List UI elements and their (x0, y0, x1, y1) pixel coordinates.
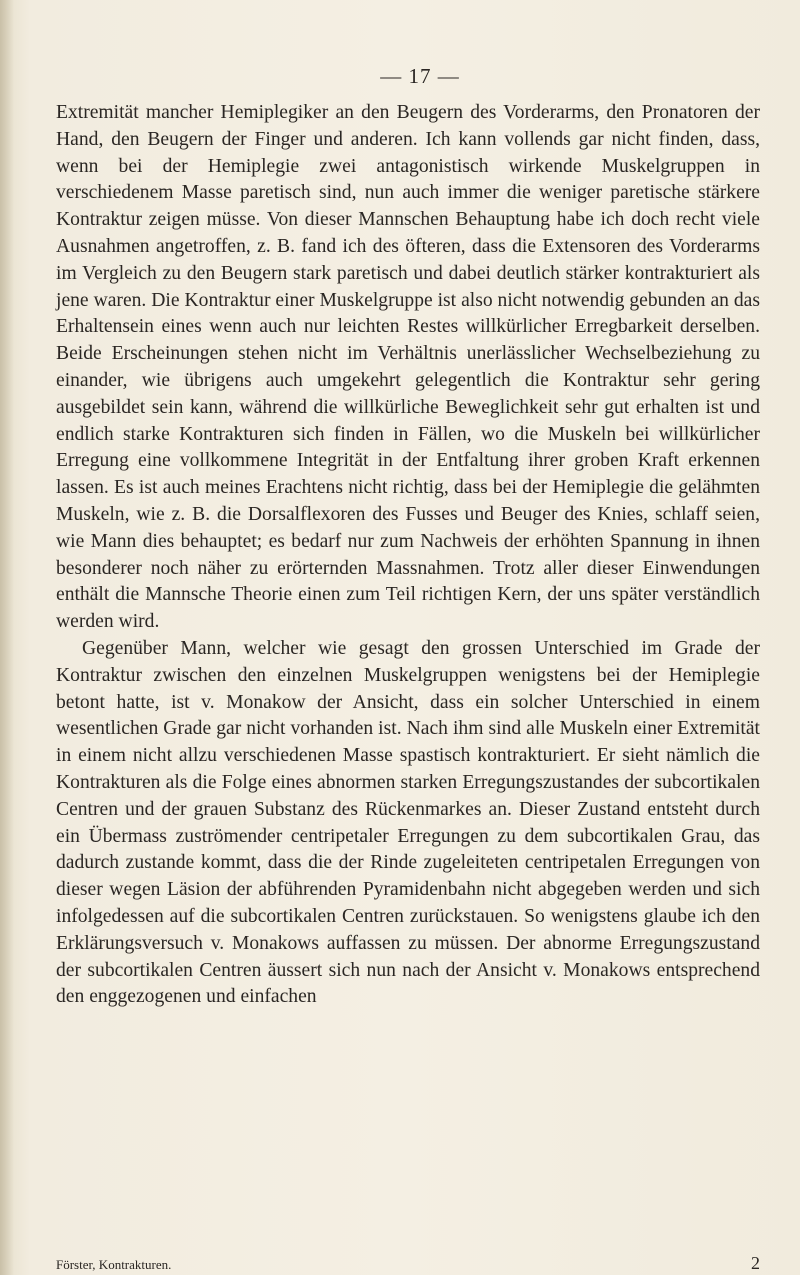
body-text (56, 100, 760, 1011)
sheet-number: 2 (751, 1253, 760, 1273)
page-footer (56, 1253, 760, 1274)
signature-mark: Förster, Kontrakturen. (56, 1257, 172, 1272)
paragraph-2: Gegenüber Mann, welcher wie gesagt den grossen Unterschied im Grade der Kontraktur zwischen den einzelnen Muskelgruppen wenigstens bei der Hemiplegie betont hatte, ist v. Monakow der Ansicht, dass ein solcher Unterschied in einem wesentlichen Grade gar nicht vorhanden ist. Nach ihm sind alle Muskeln einer Extremität in einem nicht allzu verschiedenen Masse spastisch kontrakturiert. Er sieht nämlich die Kontrakturen als die Folge eines abnormen starken Erregungszustandes der subcortikalen Centren und der grauen Substanz des Rückenmarkes an. Dieser Zustand entsteht durch ein Übermass zuströmender centripetaler Erregungen zu dem subcortikalen Grau, das dadurch zustande kommt, dass die der Rinde zugeleiteten centripetalen Erregungen von dieser wegen Läsion der abführenden Pyramidenbahn nicht abgegeben werden und sich infolgedessen auf die subcortikalen Centren zurückstauen. So wenigstens glaube ich den Erklärungsversuch v. Monakows auffassen zu müssen. Der abnorme Erregungszustand der subcortikalen Centren äussert sich nun nach der Ansicht v. Monakows entsprechend den enggezogenen und einfachen (56, 637, 760, 1008)
spine-shadow (0, 0, 14, 1275)
paragraph-1: Extremität mancher Hemiplegiker an den Beugern des Vorderarms, den Pronatoren der Hand, den Beugern der Finger und anderen. Ich kann vollends gar nicht finden, dass, wenn bei der Hemiplegie zwei antagonistisch wirkende Muskelgruppen in verschiedenem Masse paretisch sind, nun auch immer die weniger paretische stärkere Kontraktur zeigen müsse. Von dieser Mannschen Behauptung habe ich doch recht viele Ausnahmen angetroffen, z. B. fand ich des öfteren, dass die Extensoren des Vorderarms im Vergleich zu den Beugern stark paretisch und dabei deutlich stärker kontrakturiert als jene waren. Die Kontraktur einer Muskelgruppe ist also nicht notwendig gebunden an das Erhaltensein eines wenn auch nur leichten Restes willkürlicher Erregbarkeit derselben. Beide Erscheinungen stehen nicht im Verhältnis unerlässlicher Wechselbeziehung zu einander, wie übrigens auch umgekehrt gelegentlich die Kontraktur sehr gering ausgebildet sein kann, während die willkürliche Beweglichkeit sehr gut erhalten ist und endlich starke Kontrakturen sich finden in Fällen, wo die Muskeln bei willkürlicher Erregung eine vollkommene Integrität in der Entfaltung ihrer groben Kraft erkennen lassen. Es ist auch meines Erachtens nicht richtig, dass bei der Hemiplegie die gelähmten Muskeln, wie z. B. die Dorsalflexoren des Fusses und Beuger des Knies, schlaff seien, wie Mann dies behauptet; es bedarf nur zum Nachweis der erhöhten Spannung in ihnen besonderer noch näher zu erörternden Massnahmen. Trotz aller dieser Einwendungen enthält die Mannsche Theorie einen zum Teil richtigen Kern, der uns später verständlich werden wird. (56, 102, 760, 633)
page-number-header: — 17 — (380, 64, 460, 88)
